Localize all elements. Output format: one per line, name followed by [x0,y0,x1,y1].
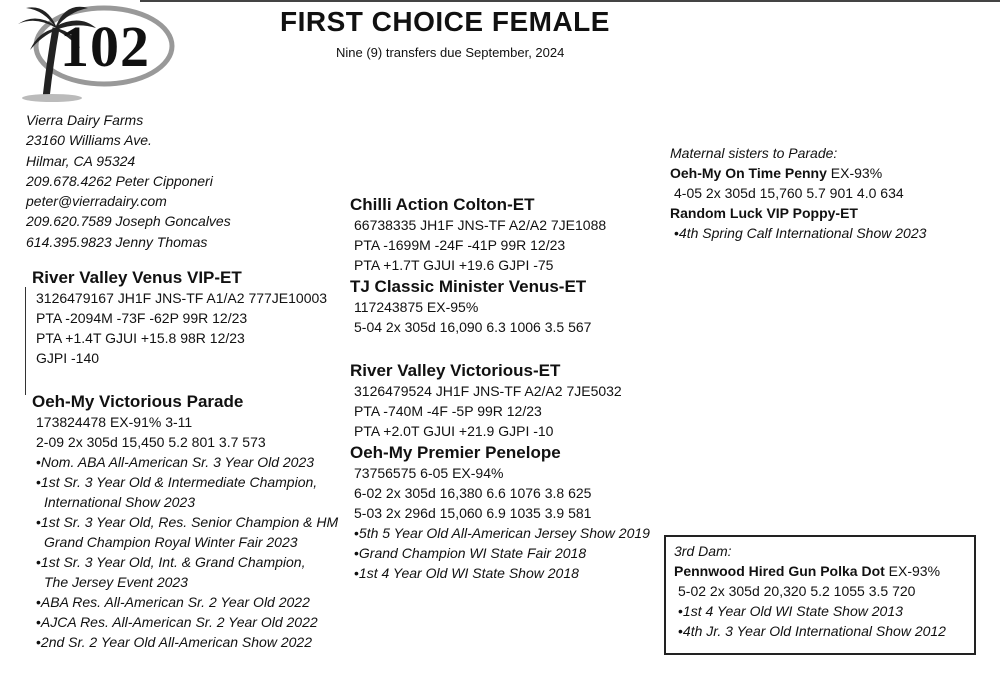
sire-dam-block [350,276,591,337]
sire-line: GJPI -140 [36,350,100,366]
sire-line: 3126479167 JH1F JNS-TF A1/A2 777JE10003 [36,290,328,306]
third-dam-achievement: •1st 4 Year Old WI State Show 2013 [678,603,903,619]
sister-2-achievement: •4th Spring Calf International Show 2023 [674,225,927,241]
breeder-line: 614.395.9823 Jenny Thomas [26,233,208,250]
dam-dam-achievement: •5th 5 Year Old All-American Jersey Show 2019 [354,525,650,541]
dam-sire-line: PTA +2.0T GJUI +21.9 GJPI -10 [354,423,554,439]
breeder-line: Hilmar, CA 95324 [26,152,136,169]
sister-1-name: Oeh-My On Time Penny [670,165,827,181]
third-dam-heading: 3rd Dam: [674,543,732,559]
dam-sire-line: 3126479524 JH1F JNS-TF A2/A2 7JE5032 [354,383,622,399]
sire-sire-line: PTA +1.7T GJUI +19.6 GJPI -75 [354,257,554,273]
dam-sire-name: River Valley Victorious-ET [350,361,561,380]
sire-name: River Valley Venus VIP-ET [32,268,242,287]
page-title: FIRST CHOICE FEMALE [280,6,610,37]
sire-dam-line: 5-04 2x 305d 16,090 6.3 1006 3.5 567 [354,319,592,335]
third-dam-block [674,541,946,641]
page-subtitle: Nine (9) transfers due September, 2024 [336,45,565,60]
dam-name: Oeh-My Victorious Parade [32,392,244,411]
dam-line: 173824478 EX-91% 3-11 [36,414,193,430]
maternal-sisters-heading: Maternal sisters to Parade: [670,145,838,161]
sire-sire-line: 66738335 JH1F JNS-TF A2/A2 7JE1088 [354,217,607,233]
dam-achievement-cont: Grand Champion Royal Winter Fair 2023 [44,534,298,550]
sister-2-name: Random Luck VIP Poppy-ET [670,205,858,221]
dam-dam-line: 6-02 2x 305d 16,380 6.6 1076 3.8 625 [354,485,592,501]
sire-sire-block [350,194,606,275]
third-dam-title [674,561,946,581]
sire-sire-name: Chilli Action Colton-ET [350,195,535,214]
pedigree-connector [25,287,26,395]
sister-1-score: EX-93% [826,165,883,181]
third-dam-name: Pennwood Hired Gun Polka Dot [674,563,885,579]
dam-dam-name: Oeh-My Premier Penelope [350,443,561,462]
dam-sire-line: PTA -740M -4F -5P 99R 12/23 [354,403,542,419]
dam-achievement: •ABA Res. All-American Sr. 2 Year Old 2022 [36,594,310,610]
maternal-sisters-block [670,143,926,243]
dam-achievement: •1st Sr. 3 Year Old, Int. & Grand Champion, [36,554,306,570]
dam-achievement: •AJCA Res. All-American Sr. 2 Year Old 2022 [36,614,318,630]
dam-achievement-cont: The Jersey Event 2023 [44,574,188,590]
dam-achievement-cont: International Show 2023 [44,494,195,510]
breeder-contact [26,110,231,252]
breeder-line: 209.620.7589 Joseph Goncalves [26,213,231,230]
dam-achievement: •1st Sr. 3 Year Old, Res. Senior Champion & HM [36,514,339,530]
dam-achievement: •2nd Sr. 2 Year Old All-American Show 2022 [36,634,312,650]
sire-line: PTA -2094M -73F -62P 99R 12/23 [36,310,248,326]
lot-number: 102 [60,14,150,79]
dam-line: 2-09 2x 305d 15,450 5.2 801 3.7 573 [36,434,266,450]
breeder-email: peter@vierradairy.com [26,193,167,210]
dam-dam-line: 5-03 2x 296d 15,060 6.9 1035 3.9 581 [354,505,592,521]
breeder-line: 209.678.4262 Peter Cipponeri [26,172,213,189]
sire-block [32,267,327,368]
dam-dam-block [350,442,650,583]
sire-dam-line: 117243875 EX-95% [354,299,479,315]
third-dam-achievement: •4th Jr. 3 Year Old International Show 2012 [678,623,946,639]
sire-sire-line: PTA -1699M -24F -41P 99R 12/23 [354,237,566,253]
breeder-line: Vierra Dairy Farms [26,112,144,128]
sister-1 [670,163,926,183]
dam-dam-achievement: •1st 4 Year Old WI State Show 2018 [354,565,579,581]
third-dam-score: EX-93% [884,563,941,579]
dam-achievement: •1st Sr. 3 Year Old & Intermediate Champion, [36,474,318,490]
top-rule [140,0,1000,2]
sister-1-record: 4-05 2x 305d 15,760 5.7 901 4.0 634 [674,185,904,201]
third-dam-record: 5-02 2x 305d 20,320 5.2 1055 3.5 720 [678,583,916,599]
sire-dam-name: TJ Classic Minister Venus-ET [350,277,587,296]
sire-line: PTA +1.4T GJUI +15.8 98R 12/23 [36,330,245,346]
dam-achievement: •Nom. ABA All-American Sr. 3 Year Old 2023 [36,454,315,470]
dam-dam-achievement: •Grand Champion WI State Fair 2018 [354,545,587,561]
breeder-line: 23160 Williams Ave. [26,132,152,149]
dam-sire-block [350,360,622,441]
dam-block [32,391,338,652]
dam-dam-line: 73756575 6-05 EX-94% [354,465,504,481]
